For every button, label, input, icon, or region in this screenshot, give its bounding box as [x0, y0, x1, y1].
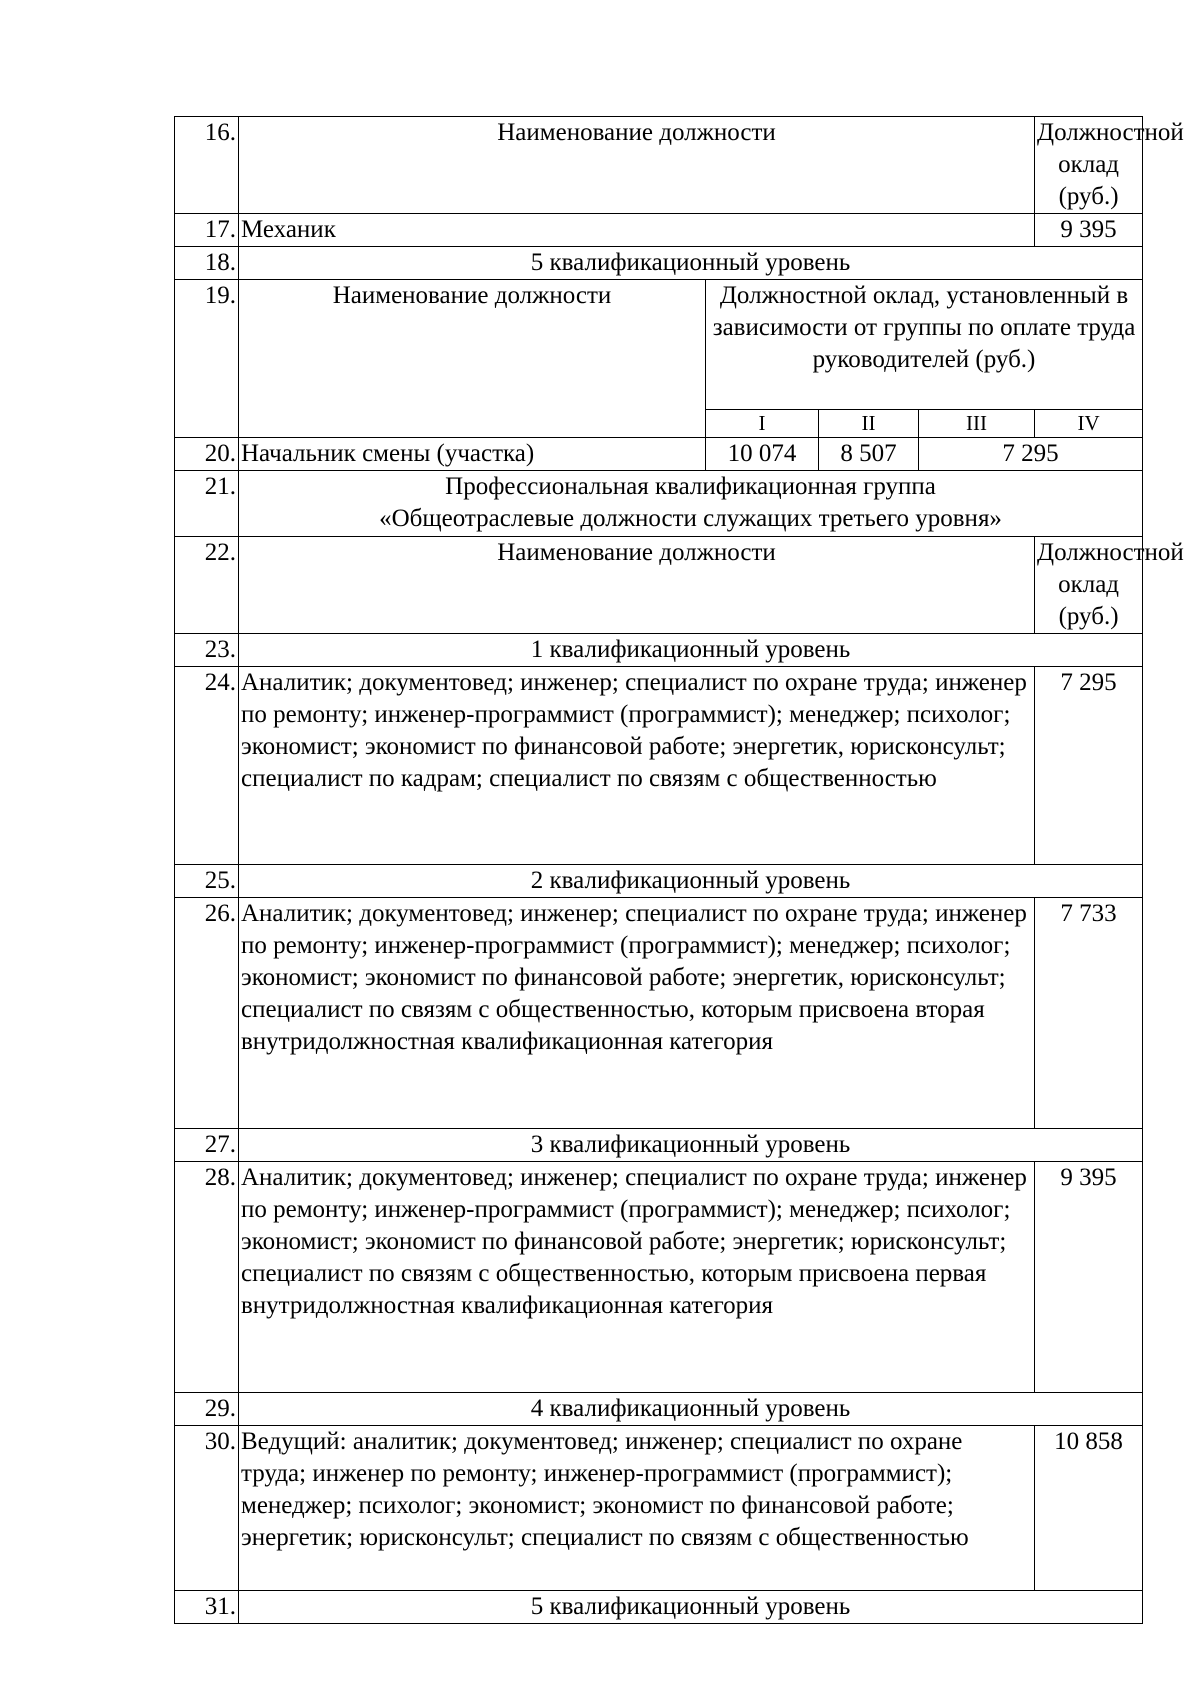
salary-header: Должностной оклад (руб.) [1035, 117, 1143, 214]
table-row [175, 537, 1143, 634]
row-number: 19. [175, 280, 239, 438]
salary-value: 10 858 [1035, 1426, 1143, 1591]
table-row [175, 898, 1143, 1129]
row-number: 18. [175, 247, 239, 280]
group-title-line: Профессиональная квалификационная группа [445, 473, 936, 500]
table-row [175, 865, 1143, 898]
row-number: 16. [175, 117, 239, 214]
position-name-header: Наименование должности [239, 117, 1035, 214]
row-number: 25. [175, 865, 239, 898]
group-iv-header: IV [1035, 410, 1143, 438]
table-row [175, 438, 1143, 471]
qualification-level: 3 квалификационный уровень [239, 1129, 1143, 1162]
position-name-header: Наименование должности [239, 280, 706, 438]
salary-group-ii: 8 507 [819, 438, 919, 471]
salary-value: 7 733 [1035, 898, 1143, 1129]
row-number: 23. [175, 634, 239, 667]
salary-header: Должностной оклад (руб.) [1035, 537, 1143, 634]
qualification-level: 5 квалификационный уровень [239, 247, 1143, 280]
row-number: 29. [175, 1393, 239, 1426]
position-title: Аналитик; документовед; инженер; специалист по охране труда; инженер по ремонту; инженер-программист (программист); менеджер; психолог; экономист; экономист по финансовой работе; энергетик, юрисконсульт; специалист по связям с общественностью, которым присвоена вторая внутридолжностная квалификационная категория [239, 898, 1035, 1129]
group-iii-header: III [919, 410, 1035, 438]
row-number: 17. [175, 214, 239, 247]
position-title: Механик [239, 214, 1035, 247]
salary-table [174, 116, 1184, 1624]
table-row [175, 117, 1143, 214]
salary-value: 7 295 [1035, 667, 1143, 865]
qualification-level: 5 квалификационный уровень [239, 1591, 1143, 1624]
salary-group-i: 10 074 [706, 438, 819, 471]
group-i-header: I [706, 410, 819, 438]
table-row [175, 1129, 1143, 1162]
row-number: 28. [175, 1162, 239, 1393]
position-name-header: Наименование должности [239, 537, 1035, 634]
table-row [175, 471, 1143, 537]
table-row [175, 667, 1143, 865]
qualification-level: 2 квалификационный уровень [239, 865, 1143, 898]
table-row [175, 280, 1143, 410]
row-number: 21. [175, 471, 239, 537]
position-title: Аналитик; документовед; инженер; специалист по охране труда; инженер по ремонту; инженер-программист (программист); менеджер; психолог; экономист; экономист по финансовой работе; энергетик; юрисконсульт; специалист по связям с общественностью, которым присвоена первая внутридолжностная квалификационная категория [239, 1162, 1035, 1393]
table-row [175, 214, 1143, 247]
row-number: 30. [175, 1426, 239, 1591]
row-number: 20. [175, 438, 239, 471]
row-number: 24. [175, 667, 239, 865]
table-row [175, 634, 1143, 667]
position-title: Ведущий: аналитик; документовед; инженер; специалист по охране труда; инженер по ремонту; инженер-программист (программист); менеджер; психолог; экономист; экономист по финансовой работе; энергетик; юрисконсульт; специалист по связям с общественностью [239, 1426, 1035, 1591]
row-number: 31. [175, 1591, 239, 1624]
qualification-level: 4 квалификационный уровень [239, 1393, 1143, 1426]
row-number: 26. [175, 898, 239, 1129]
table-row [175, 1591, 1143, 1624]
row-number: 22. [175, 537, 239, 634]
row-number: 27. [175, 1129, 239, 1162]
position-title: Аналитик; документовед; инженер; специалист по охране труда; инженер по ремонту; инженер-программист (программист); менеджер; психолог; экономист; экономист по финансовой работе; энергетик, юрисконсульт; специалист по кадрам; специалист по связям с общественностью [239, 667, 1035, 865]
professional-group-title [239, 471, 1143, 537]
salary-value: 9 395 [1035, 1162, 1143, 1393]
group-ii-header: II [819, 410, 919, 438]
qualification-level: 1 квалификационный уровень [239, 634, 1143, 667]
salary-by-group-header: Должностной оклад, установленный в зависимости от группы по оплате труда руководителей (руб.) [706, 280, 1143, 410]
group-title-line: «Общеотраслевые должности служащих третьего уровня» [379, 505, 1002, 532]
salary-group-iii-iv: 7 295 [919, 438, 1143, 471]
salary-value: 9 395 [1035, 214, 1143, 247]
position-title: Начальник смены (участка) [239, 438, 706, 471]
table-row [175, 1426, 1143, 1591]
table-row [175, 1162, 1143, 1393]
table-row [175, 1393, 1143, 1426]
table-row [175, 247, 1143, 280]
